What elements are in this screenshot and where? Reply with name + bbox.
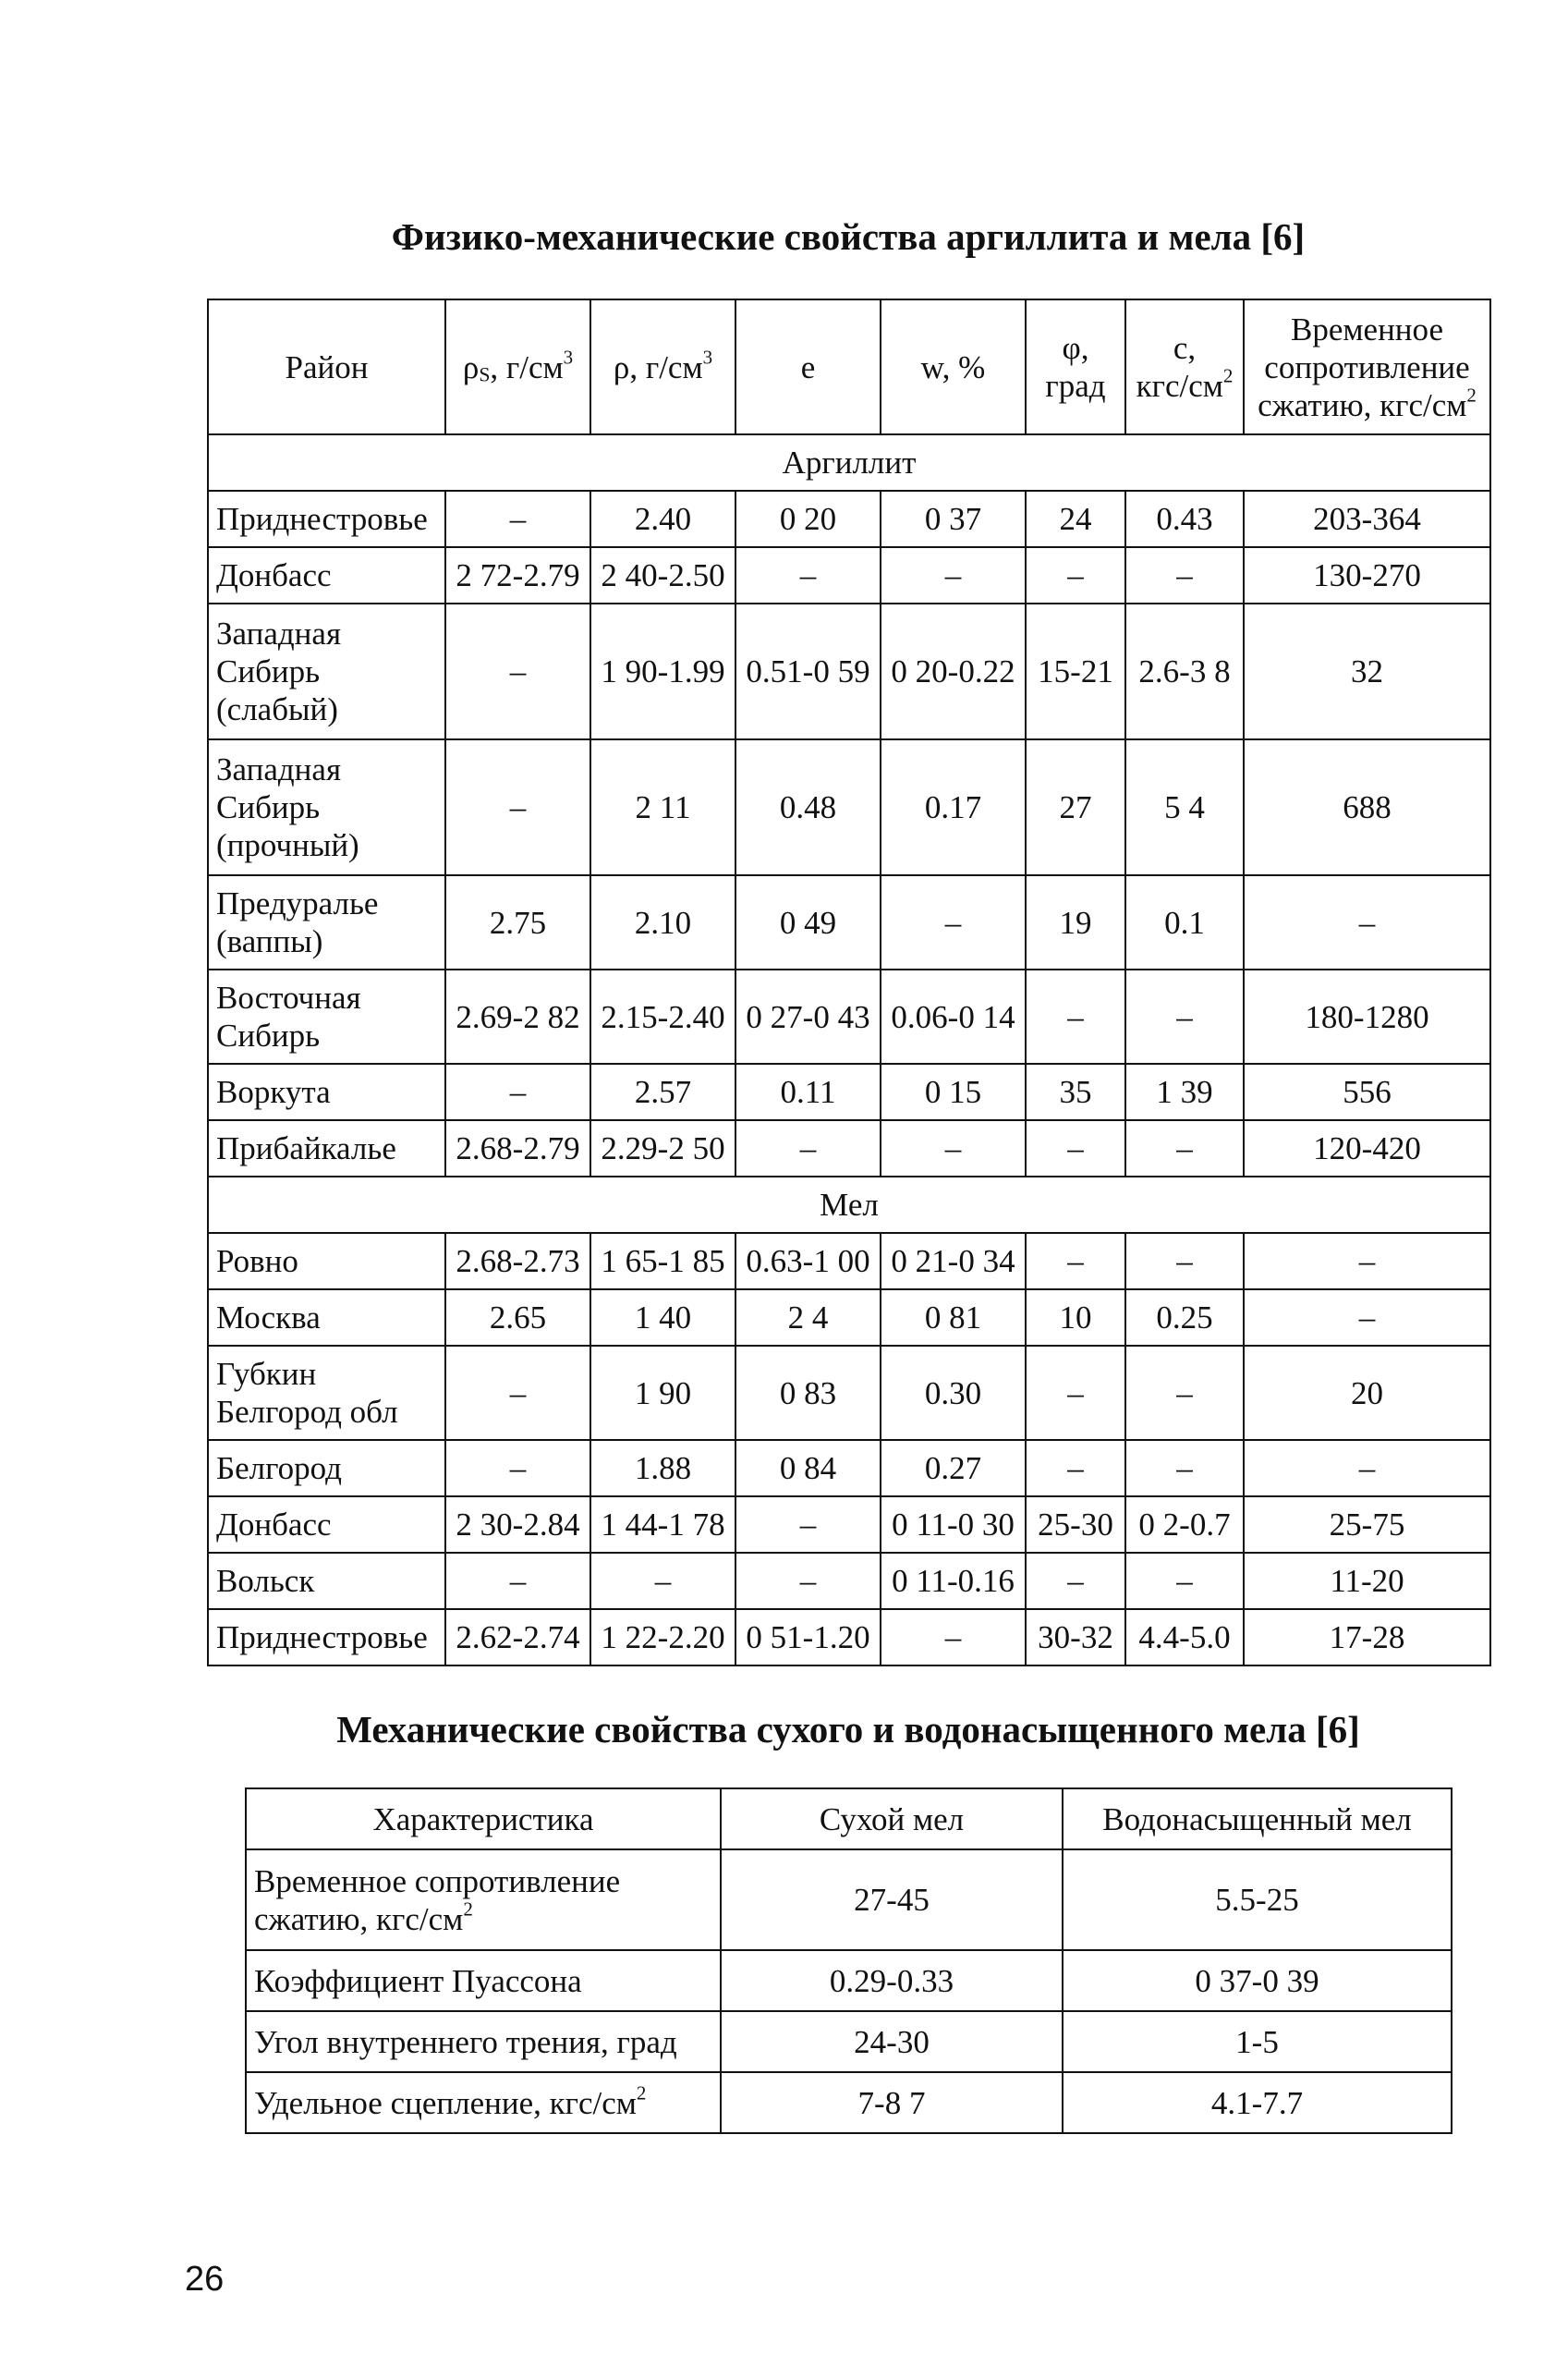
table-row	[208, 1120, 1490, 1177]
value-cell: 24-30	[721, 2011, 1063, 2072]
table-row	[246, 1849, 1452, 1950]
header-cohesion-label: с, кгс/см	[1136, 330, 1223, 404]
value-cell: 24	[1026, 491, 1125, 547]
subscript-s: S	[479, 362, 491, 385]
characteristic-label: Удельное сцепление, кгс/см	[254, 2084, 637, 2121]
value-cell: –	[590, 1553, 735, 1609]
value-cell: 1 39	[1125, 1064, 1244, 1120]
value-cell: –	[1244, 1233, 1490, 1289]
region-cell: Воркута	[208, 1064, 445, 1120]
value-cell: 0 27-0 43	[735, 970, 881, 1064]
value-cell: 2.15-2.40	[590, 970, 735, 1064]
region-cell: Донбасс	[208, 1496, 445, 1553]
value-cell: 30-32	[1026, 1609, 1125, 1665]
table-row	[208, 1609, 1490, 1665]
value-cell: 2 4	[735, 1289, 881, 1346]
chalk-mechanical-properties-table	[245, 1787, 1453, 2134]
value-cell: 11-20	[1244, 1553, 1490, 1609]
value-cell: 0.51-0 59	[735, 604, 881, 739]
value-cell: 10	[1026, 1289, 1125, 1346]
header-cohesion	[1125, 299, 1244, 434]
superscript-3: 3	[702, 345, 713, 368]
header-dry-chalk: Сухой мел	[721, 1788, 1063, 1849]
value-cell: 2.29-2 50	[590, 1120, 735, 1177]
value-cell: 0 81	[881, 1289, 1026, 1346]
value-cell: 0 15	[881, 1064, 1026, 1120]
table-row	[208, 1289, 1490, 1346]
region-cell: Западная Сибирь (слабый)	[208, 604, 445, 739]
table-row	[208, 1496, 1490, 1553]
value-cell: 0 84	[735, 1440, 881, 1496]
table-row	[208, 1553, 1490, 1609]
value-cell: –	[1026, 547, 1125, 604]
header-compressive-strength	[1244, 299, 1490, 434]
header-saturated-chalk: Водонасыщенный мел	[1063, 1788, 1452, 1849]
value-cell: –	[735, 1120, 881, 1177]
table2-title: Механические свойства сухого и водонасыщенного мела [6]	[336, 1708, 1360, 1751]
characteristic-cell	[246, 2072, 721, 2133]
table-row	[208, 547, 1490, 604]
value-cell: 2.6-3 8	[1125, 604, 1244, 739]
region-cell: Западная Сибирь (прочный)	[208, 739, 445, 875]
region-cell: Ровно	[208, 1233, 445, 1289]
rho-symbol: ρ	[462, 348, 480, 385]
header-friction-angle: φ, град	[1026, 299, 1125, 434]
value-cell: –	[735, 1496, 881, 1553]
table-section-row	[208, 1177, 1490, 1233]
value-cell: 0.17	[881, 739, 1026, 875]
region-cell: Восточная Сибирь	[208, 970, 445, 1064]
table-row	[246, 2011, 1452, 2072]
value-cell: 556	[1244, 1064, 1490, 1120]
superscript-3: 3	[563, 345, 574, 368]
header-density-label: ρ, г/см	[613, 348, 703, 385]
table2-body	[246, 1849, 1452, 2133]
table1-body	[208, 434, 1490, 1665]
value-cell: –	[1125, 1233, 1244, 1289]
value-cell: –	[1244, 875, 1490, 970]
value-cell: 0 49	[735, 875, 881, 970]
value-cell: –	[1026, 1346, 1125, 1440]
region-cell: Губкин Белгород обл	[208, 1346, 445, 1440]
value-cell: –	[1125, 1553, 1244, 1609]
page-number: 26	[185, 2260, 225, 2299]
superscript-2: 2	[1466, 383, 1477, 406]
characteristic-cell	[246, 2011, 721, 2072]
value-cell: 0 37-0 39	[1063, 1950, 1452, 2011]
value-cell: –	[881, 1609, 1026, 1665]
header-particle-density	[445, 299, 590, 434]
table-section-title: Мел	[208, 1177, 1490, 1233]
value-cell: 0.27	[881, 1440, 1026, 1496]
table-section-title: Аргиллит	[208, 434, 1490, 491]
characteristic-cell	[246, 1849, 721, 1950]
value-cell: 130-270	[1244, 547, 1490, 604]
header-void-ratio: e	[735, 299, 881, 434]
table-row	[208, 875, 1490, 970]
characteristic-cell	[246, 1950, 721, 2011]
value-cell: 5 4	[1125, 739, 1244, 875]
region-cell: Предуралье (ваппы)	[208, 875, 445, 970]
value-cell: –	[1125, 1346, 1244, 1440]
value-cell: 2.75	[445, 875, 590, 970]
superscript-2: 2	[463, 1897, 473, 1920]
header-compressive-strength-label: Временное сопротивление сжатию, кгс/см	[1258, 311, 1470, 423]
table1-header-row	[208, 299, 1490, 434]
value-cell: 7-8 7	[721, 2072, 1063, 2133]
value-cell: 2 72-2.79	[445, 547, 590, 604]
value-cell: 2 40-2.50	[590, 547, 735, 604]
value-cell: 35	[1026, 1064, 1125, 1120]
value-cell: 2.57	[590, 1064, 735, 1120]
value-cell: 27	[1026, 739, 1125, 875]
value-cell: 0.43	[1125, 491, 1244, 547]
value-cell: 0.29-0.33	[721, 1950, 1063, 2011]
table2-header-row	[246, 1788, 1452, 1849]
table-row	[208, 1346, 1490, 1440]
value-cell: –	[1026, 970, 1125, 1064]
value-cell: 20	[1244, 1346, 1490, 1440]
value-cell: 2.10	[590, 875, 735, 970]
value-cell: 688	[1244, 739, 1490, 875]
value-cell: 4.4-5.0	[1125, 1609, 1244, 1665]
value-cell: 0.25	[1125, 1289, 1244, 1346]
value-cell: 0 21-0 34	[881, 1233, 1026, 1289]
value-cell: –	[1026, 1440, 1125, 1496]
value-cell: –	[445, 739, 590, 875]
value-cell: –	[1244, 1440, 1490, 1496]
characteristic-label: Угол внутреннего трения, град	[254, 2023, 677, 2060]
value-cell: –	[881, 547, 1026, 604]
value-cell: 0 20-0.22	[881, 604, 1026, 739]
value-cell: –	[1026, 1233, 1125, 1289]
value-cell: 27-45	[721, 1849, 1063, 1950]
value-cell: –	[1125, 970, 1244, 1064]
characteristic-label: Коэффициент Пуассона	[254, 1962, 582, 1999]
value-cell: 1 90	[590, 1346, 735, 1440]
value-cell: 120-420	[1244, 1120, 1490, 1177]
value-cell: –	[445, 491, 590, 547]
value-cell: –	[445, 1440, 590, 1496]
value-cell: 5.5-25	[1063, 1849, 1452, 1950]
value-cell: 0.63-1 00	[735, 1233, 881, 1289]
value-cell: –	[1125, 547, 1244, 604]
region-cell: Донбасс	[208, 547, 445, 604]
value-cell: 2.40	[590, 491, 735, 547]
table1-title: Физико-механические свойства аргиллита и мела [6]	[391, 215, 1306, 258]
value-cell: 1 90-1.99	[590, 604, 735, 739]
value-cell: 25-75	[1244, 1496, 1490, 1553]
value-cell: 180-1280	[1244, 970, 1490, 1064]
superscript-2: 2	[636, 2080, 647, 2104]
region-cell: Приднестровье	[208, 1609, 445, 1665]
value-cell: 0 2-0.7	[1125, 1496, 1244, 1553]
value-cell: 0.1	[1125, 875, 1244, 970]
characteristic-label: Временное сопротивление сжатию, кгс/см	[254, 1862, 621, 1937]
value-cell: 17-28	[1244, 1609, 1490, 1665]
table-row	[246, 1950, 1452, 2011]
value-cell: –	[1026, 1120, 1125, 1177]
region-cell: Приднестровье	[208, 491, 445, 547]
value-cell: 1.88	[590, 1440, 735, 1496]
value-cell: –	[881, 875, 1026, 970]
value-cell: 19	[1026, 875, 1125, 970]
region-cell: Белгород	[208, 1440, 445, 1496]
value-cell: –	[1244, 1289, 1490, 1346]
value-cell: 1 65-1 85	[590, 1233, 735, 1289]
value-cell: 0.06-0 14	[881, 970, 1026, 1064]
region-cell: Москва	[208, 1289, 445, 1346]
value-cell: 1-5	[1063, 2011, 1452, 2072]
table-row	[208, 491, 1490, 547]
value-cell: 0 37	[881, 491, 1026, 547]
header-density	[590, 299, 735, 434]
value-cell: –	[1125, 1120, 1244, 1177]
table-row	[208, 970, 1490, 1064]
value-cell: –	[735, 1553, 881, 1609]
value-cell: 0.30	[881, 1346, 1026, 1440]
value-cell: 0 20	[735, 491, 881, 547]
table-row	[208, 1440, 1490, 1496]
region-cell: Прибайкалье	[208, 1120, 445, 1177]
value-cell: –	[445, 1064, 590, 1120]
header-moisture: w, %	[881, 299, 1026, 434]
value-cell: –	[881, 1120, 1026, 1177]
value-cell: 0 51-1.20	[735, 1609, 881, 1665]
value-cell: –	[445, 1553, 590, 1609]
value-cell: 0.48	[735, 739, 881, 875]
value-cell: 2.69-2 82	[445, 970, 590, 1064]
table-section-row	[208, 434, 1490, 491]
value-cell: 2.65	[445, 1289, 590, 1346]
value-cell: 0 83	[735, 1346, 881, 1440]
table-row	[208, 1064, 1490, 1120]
table-row	[208, 604, 1490, 739]
value-cell: 1 44-1 78	[590, 1496, 735, 1553]
header-characteristic: Характеристика	[246, 1788, 721, 1849]
value-cell: 4.1-7.7	[1063, 2072, 1452, 2133]
value-cell: 0.11	[735, 1064, 881, 1120]
table-row	[208, 1233, 1490, 1289]
value-cell: 2.68-2.73	[445, 1233, 590, 1289]
superscript-2: 2	[1222, 364, 1234, 387]
table-row	[246, 2072, 1452, 2133]
value-cell: –	[1026, 1553, 1125, 1609]
value-cell: 2.62-2.74	[445, 1609, 590, 1665]
value-cell: –	[735, 547, 881, 604]
value-cell: –	[1125, 1440, 1244, 1496]
value-cell: 0 11-0.16	[881, 1553, 1026, 1609]
value-cell: 1 40	[590, 1289, 735, 1346]
value-cell: 25-30	[1026, 1496, 1125, 1553]
value-cell: 2 11	[590, 739, 735, 875]
value-cell: 15-21	[1026, 604, 1125, 739]
value-cell: 0 11-0 30	[881, 1496, 1026, 1553]
properties-table-argillite-chalk	[207, 299, 1491, 1666]
value-cell: –	[445, 1346, 590, 1440]
table-row	[208, 739, 1490, 875]
value-cell: 203-364	[1244, 491, 1490, 547]
header-region: Район	[208, 299, 445, 434]
value-cell: 2 30-2.84	[445, 1496, 590, 1553]
value-cell: 1 22-2.20	[590, 1609, 735, 1665]
value-cell: 32	[1244, 604, 1490, 739]
value-cell: 2.68-2.79	[445, 1120, 590, 1177]
header-particle-density-unit: , г/см	[490, 348, 564, 385]
value-cell: –	[445, 604, 590, 739]
region-cell: Вольск	[208, 1553, 445, 1609]
